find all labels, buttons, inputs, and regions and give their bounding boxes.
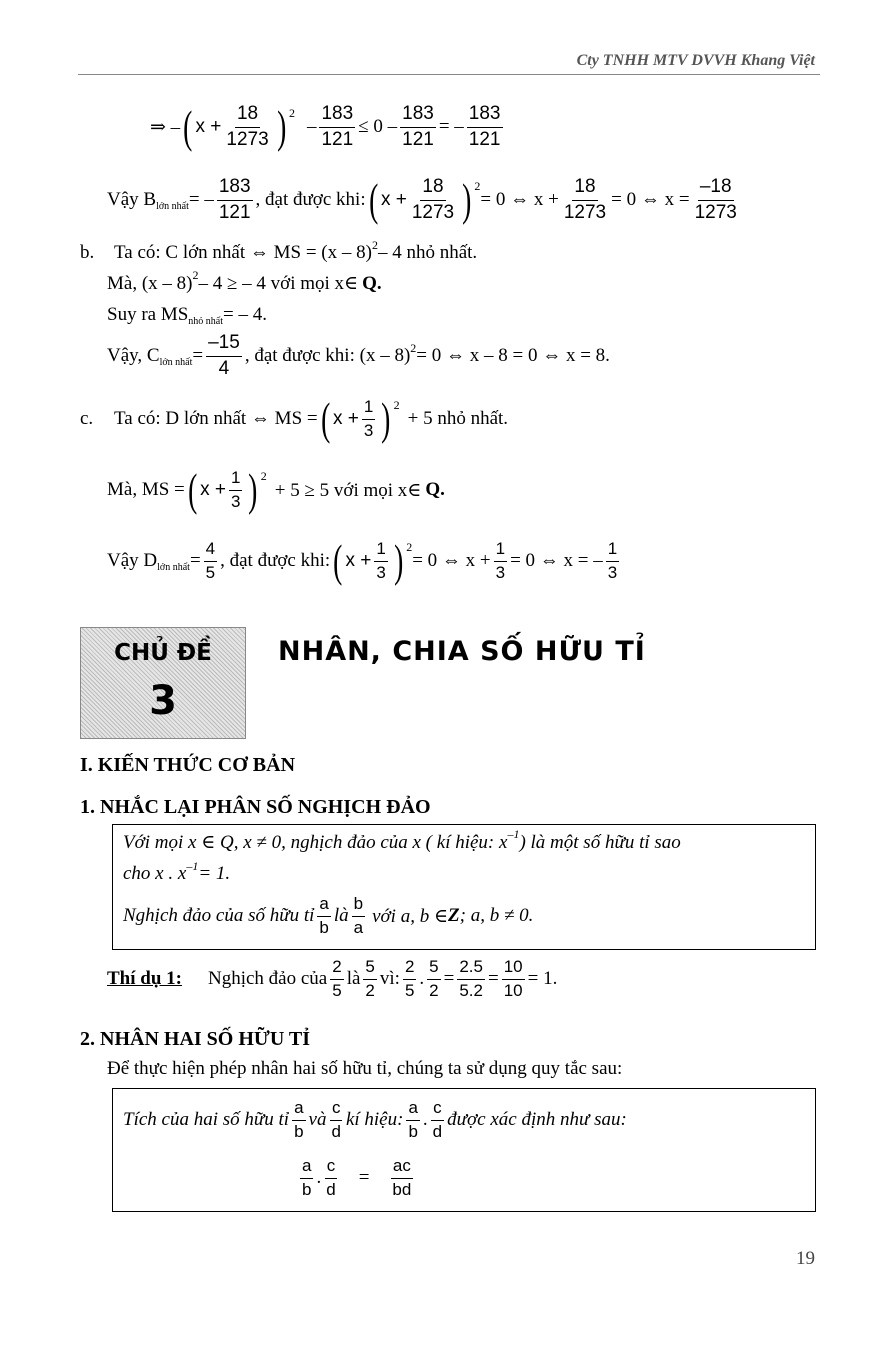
fraction: $\frac{1}{3}$ xyxy=(230,467,241,511)
fraction: $\frac{183}{121}$ xyxy=(468,103,501,150)
fraction: $\frac{4}{5}$ xyxy=(205,538,216,582)
example-1: Thí dụ 1: Nghịch đảo của $\frac{2}{5}$ là $\frac{5}{2}$ vì: $\frac{2}{5}$ . $\frac{5}{2}$ = $\frac{2.5}{5.2}$ = $\frac{10}{10}$ = 1. xyxy=(107,957,558,1000)
part-a-line2: Vậy B lớn nhất = – $\frac{183}{121}$ , đạt được khi: ( x + $\frac{18}{1273}$ ) $^2$ = 0 ⇔ x + $\frac{18}{1273}$ = 0 ⇔ x = $\frac{-18}{1273}$ xyxy=(107,174,737,226)
part-b-line1: b. Ta có: C lớn nhất ⇔ MS = (x – 8) $^2$ – 4 nhỏ nhất. xyxy=(80,237,478,263)
fraction: $\frac{1}{3}$ xyxy=(376,538,386,582)
fraction: $\frac{c}{d}$ xyxy=(326,1156,336,1199)
fraction: $\frac{18}{1273}$ xyxy=(226,103,269,150)
fraction: $\frac{183}{121}$ xyxy=(321,103,354,150)
part-c-line2: Mà, MS = ( x + $\frac{1}{3}$ ) $^2$ + 5 ≥ 5 với mọi x∈ Q. xyxy=(107,464,445,515)
part-c-line3: Vậy D lớn nhất = $\frac{4}{5}$ , đạt được khi: ( x + $\frac{1}{3}$ ) $^2$ = 0 ⇔ x + $\frac{1}{3}$ = 0 ⇔ x = – $\frac{1}{3}$ xyxy=(107,535,618,586)
fraction: $\frac{c}{d}$ xyxy=(432,1098,443,1141)
fraction: $\frac{2}{5}$ xyxy=(404,957,415,1000)
def1-line3: Nghịch đảo của số hữu tỉ $\frac{a}{b}$ là $\frac{b}{a}$ với a, b ∈ Z ; a, b ≠ 0. xyxy=(123,894,534,937)
part-b-line3: Suy ra MS nhỏ nhất = – 4. xyxy=(107,304,267,327)
fraction: $\frac{b}{a}$ xyxy=(353,894,364,937)
fraction: $\frac{1}{3}$ xyxy=(363,396,374,440)
page-number: 19 xyxy=(796,1248,815,1269)
multiplication-formula: $\frac{a}{b}$ . $\frac{c}{d}$ = $\frac{ac}{bd}$ xyxy=(302,1156,412,1199)
topic-title: NHÂN, CHIA SỐ HỮU TỈ xyxy=(278,636,646,667)
header-divider xyxy=(78,74,820,75)
fraction: $\frac{10}{10}$ xyxy=(503,957,523,1000)
example-label: Thí dụ 1: xyxy=(107,968,182,990)
fraction: $\frac{a}{b}$ xyxy=(319,894,329,937)
fraction: $\frac{a}{b}$ xyxy=(302,1156,312,1199)
fraction: $\frac{5}{2}$ xyxy=(429,957,439,1000)
subsection-heading-1: 1. NHẮC LẠI PHÂN SỐ NGHỊCH ĐẢO xyxy=(80,796,431,818)
implies-text: ⇒ – xyxy=(150,116,181,138)
fraction: $\frac{1}{3}$ xyxy=(495,538,506,582)
fraction: $\frac{1}{3}$ xyxy=(607,538,618,582)
fraction: $\frac{a}{b}$ xyxy=(408,1098,418,1141)
fraction: $\frac{a}{b}$ xyxy=(294,1098,304,1141)
def2-line1: Tích của hai số hữu tỉ $\frac{a}{b}$ và $\frac{c}{d}$ kí hiệu: $\frac{a}{b}$ . $\frac{c}{d}$ được xác định như sau: xyxy=(123,1098,627,1141)
definition-box-2 xyxy=(112,1088,816,1212)
fraction: $\frac{18}{1273}$ xyxy=(563,176,607,223)
topic-label: CHỦ ĐỀ xyxy=(114,640,212,666)
topic-badge xyxy=(80,627,246,739)
publisher-header: Cty TNHH MTV DVVH Khang Việt xyxy=(576,52,815,69)
fraction: $\frac{ac}{bd}$ xyxy=(392,1156,412,1199)
part-b-line2: Mà, (x – 8) $^2$ – 4 ≥ – 4 với mọi x∈ Q. xyxy=(107,268,382,294)
fraction: $\frac{5}{2}$ xyxy=(365,957,375,1000)
fraction: $\frac{18}{1273}$ xyxy=(411,176,455,223)
part-b-line4: Vậy, C lớn nhất = $\frac{-15}{4}$ , đạt được khi: (x – 8) $^2$ = 0 ⇔ x – 8 = 0 ⇔ x = 8. xyxy=(107,332,610,379)
fraction: $\frac{183}{121}$ xyxy=(402,103,434,150)
fraction: $\frac{2}{5}$ xyxy=(332,957,342,1000)
def1-line2: cho x . x $^{-1}$ = 1. xyxy=(123,858,231,884)
fraction: $\frac{-18}{1273}$ xyxy=(694,176,737,223)
multiplication-intro: Để thực hiện phép nhân hai số hữu tỉ, chúng ta sử dụng quy tắc sau: xyxy=(107,1058,623,1079)
part-a-line1: ⇒ – ( x + $\frac{18}{1273}$ ) $^2$ – $\frac{183}{121}$ ≤ 0 – $\frac{183}{121}$ = – $\frac{183}{121}$ xyxy=(150,101,501,153)
part-c-line1: c. Ta có: D lớn nhất ⇔ MS = ( x + $\frac{1}{3}$ ) $^2$ + 5 nhỏ nhất. xyxy=(80,393,509,444)
section-heading: I. KIẾN THỨC CƠ BẢN xyxy=(80,754,296,776)
topic-number: 3 xyxy=(149,678,177,724)
fraction: $\frac{-15}{4}$ xyxy=(208,332,240,379)
subsection-heading-2: 2. NHÂN HAI SỐ HỮU TỈ xyxy=(80,1028,311,1050)
fraction: $\frac{c}{d}$ xyxy=(331,1098,341,1141)
definition-box-1 xyxy=(112,824,816,950)
def1-line1: Với mọi x ∈ Q, x ≠ 0, nghịch đảo của x ( kí hiệu: x $^{-1}$ ) là một số hữu tỉ sao xyxy=(123,827,681,853)
fraction: $\frac{183}{121}$ xyxy=(218,176,251,223)
fraction: $\frac{2.5}{5.2}$ xyxy=(459,957,483,1000)
